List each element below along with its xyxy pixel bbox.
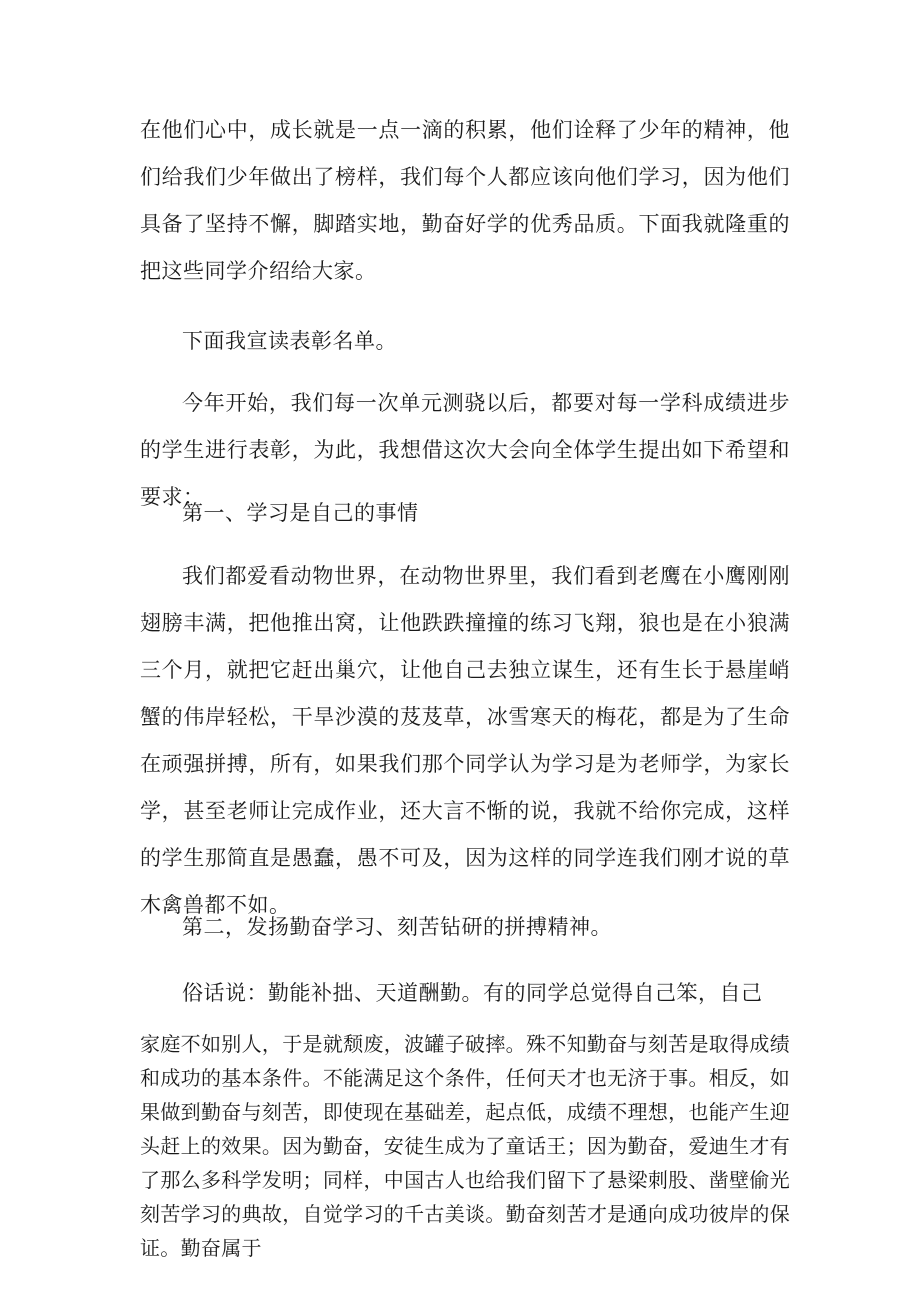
heading-point-two: 第二，发扬勤奋学习、刻苦钻研的拼搏精神。 xyxy=(182,915,612,939)
paragraph-point-one: 我们都爱看动物世界，在动物世界里，我们看到老鹰在小鹰刚刚翅膀丰满，把他推出窝，让他跌跌撞撞的练习飞翔，狼也是在小狼满三个月，就把它赶出巢穴，让他自己去独立谋生，还有生长于悬崖峭蟹的伟岸轻松，干旱沙漠的芨芨草，冰雪寒天的梅花，都是为了生命在顽强拼搏，所有，如果我们那个同学认为学习是为老师学，为家长学，甚至老师让完成作业，还大言不惭的说，我就不给你完成，这样的学生那简直是愚蠢，愚不可及，因为这样的同学连我们刚才说的草木禽兽都不如。 xyxy=(140,564,790,917)
paragraph-diligence: 家庭不如别人，于是就颓废，波罐子破摔。殊不知勤奋与刻苦是取得成绩和成功的基本条件。不能满足这个条件，任何天才也无济于事。相反，如果做到勤奋与刻苦，即使现在基础差，起点低，成绩不理想，也能产生迎头赶上的效果。因为勤奋，安徒生成为了童话王；因为勤奋，爱迪生才有了那么多科学发明；同样，中国古人也给我们留下了悬梁刺股、凿壁偷光刻苦学习的典故，自觉学习的千古美谈。勤奋刻苦才是通向成功彼岸的保证。勤奋属于 xyxy=(140,1032,790,1260)
paragraph-intro: 在他们心中，成长就是一点一滴的积累，他们诠释了少年的精神，他们给我们少年做出了榜样，我们每个人都应该向他们学习，因为他们具备了坚持不懈，脚踏实地，勤奋好学的优秀品质。下面我就隆重的把这些同学介绍给大家。 xyxy=(140,118,790,283)
paragraph-requirements: 今年开始，我们每一次单元测骁以后，都要对每一学科成绩进步的学生进行表彰，为此，我想借这次大会向全体学生提出如下希望和要求： xyxy=(140,391,790,509)
paragraph-announcement: 下面我宣读表彰名单。 xyxy=(182,329,397,353)
paragraph-proverb: 俗话说：勤能补拙、天道酬勤。有的同学总觉得自己笨，自己 xyxy=(182,981,763,1005)
heading-point-one: 第一、学习是自己的事情 xyxy=(182,501,419,525)
